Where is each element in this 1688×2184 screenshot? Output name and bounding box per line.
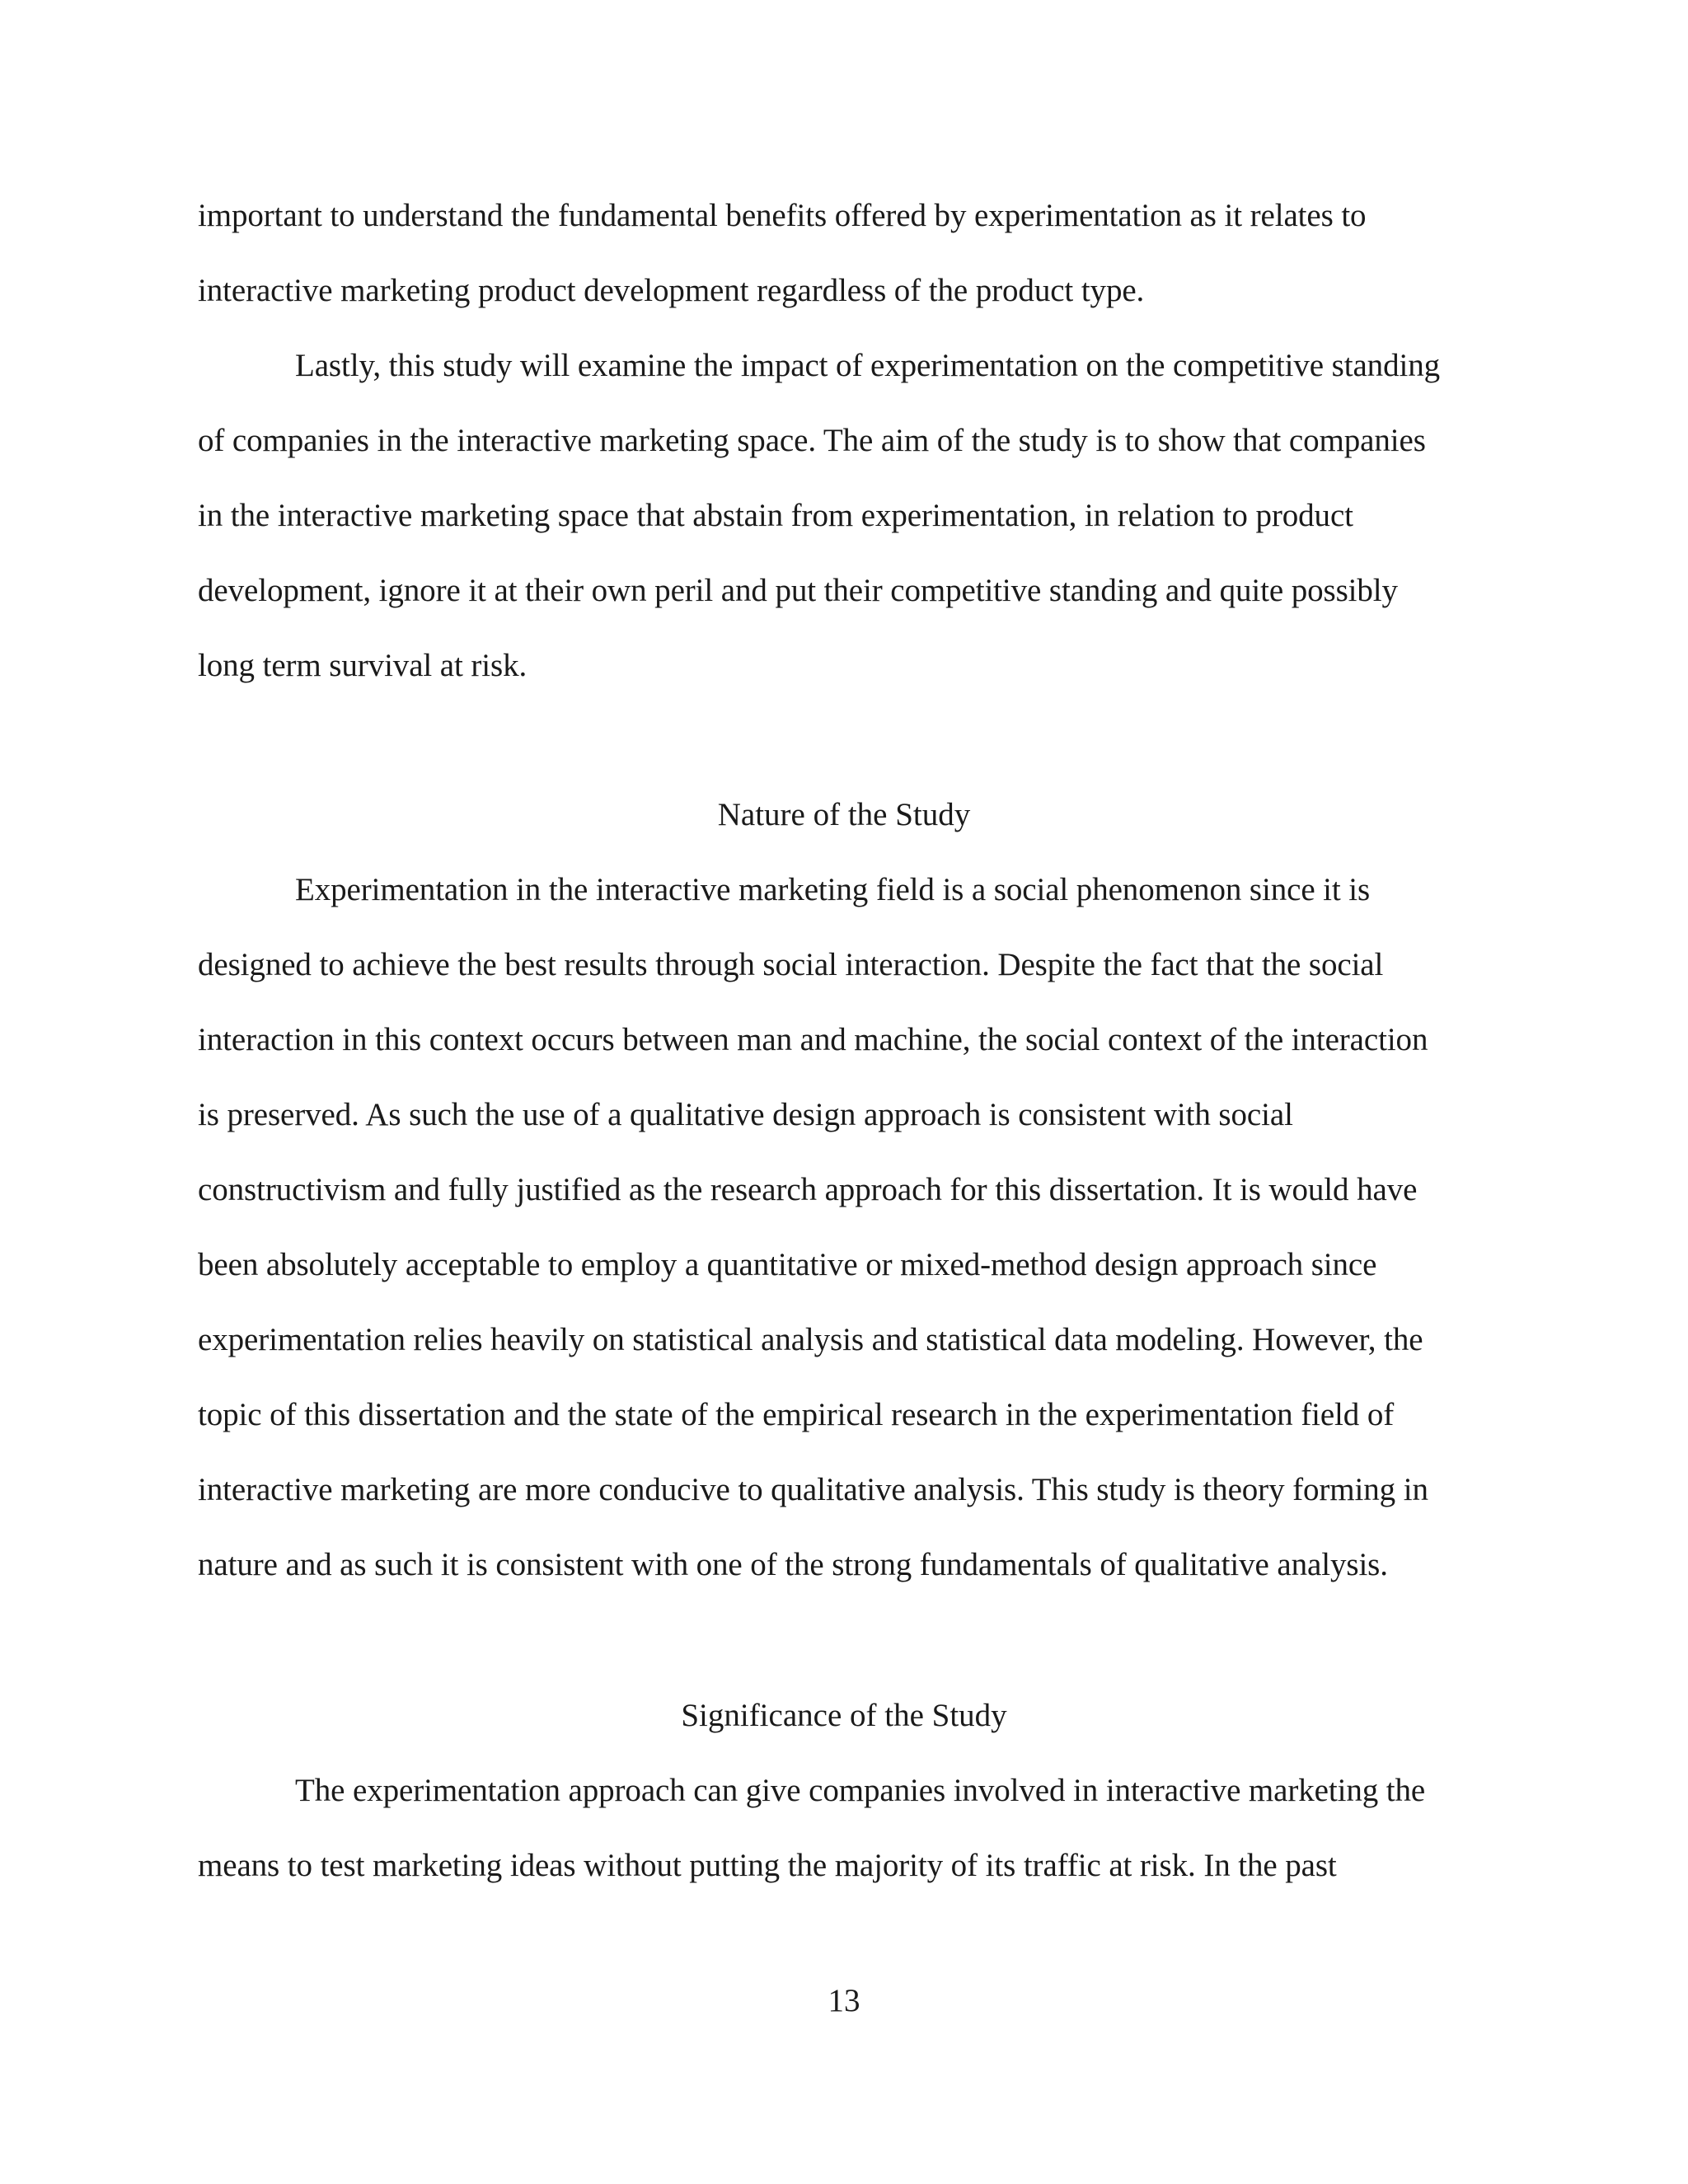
body-text-line: Lastly, this study will examine the impact of experimentation on the competitive standing xyxy=(295,348,1441,383)
body-text-line: long term survival at risk. xyxy=(198,648,528,683)
body-text-line: nature and as such it is consistent with one of the strong fundamentals of qualitative analysis. xyxy=(198,1547,1388,1582)
body-text-line: in the interactive marketing space that abstain from experimentation, in relation to product xyxy=(198,498,1353,533)
body-text-line: experimentation relies heavily on statistical analysis and statistical data modeling. However, the xyxy=(198,1322,1423,1357)
body-text-line: The experimentation approach can give companies involved in interactive marketing the xyxy=(295,1773,1426,1808)
body-text-line: constructivism and fully justified as the research approach for this dissertation. It is would have xyxy=(198,1172,1418,1207)
body-text-line: is preserved. As such the use of a qualitative design approach is consistent with social xyxy=(198,1097,1293,1132)
body-text-line: means to test marketing ideas without putting the majority of its traffic at risk. In the past xyxy=(198,1848,1337,1883)
body-text-line: Experimentation in the interactive marketing field is a social phenomenon since it is xyxy=(295,872,1371,907)
body-text-line: topic of this dissertation and the state of the empirical research in the experimentation field of xyxy=(198,1397,1395,1432)
body-text-line: development, ignore it at their own peril and put their competitive standing and quite possibly xyxy=(198,573,1398,608)
body-text-line: interactive marketing product development regardless of the product type. xyxy=(198,273,1145,308)
body-text-line: interaction in this context occurs between man and machine, the social context of the interaction xyxy=(198,1022,1428,1057)
body-text-line: been absolutely acceptable to employ a quantitative or mixed-method design approach since xyxy=(198,1247,1377,1282)
body-text-line: important to understand the fundamental benefits offered by experimentation as it relates to xyxy=(198,198,1367,233)
body-text-line: interactive marketing are more conducive to qualitative analysis. This study is theory forming in xyxy=(198,1472,1428,1507)
page-number: 13 xyxy=(828,1983,860,2018)
section-heading-significance: Significance of the Study xyxy=(681,1698,1007,1733)
body-text-line: of companies in the interactive marketing space. The aim of the study is to show that companies xyxy=(198,423,1426,458)
body-text-line: designed to achieve the best results through social interaction. Despite the fact that the social xyxy=(198,947,1384,982)
section-heading-nature: Nature of the Study xyxy=(717,797,971,832)
